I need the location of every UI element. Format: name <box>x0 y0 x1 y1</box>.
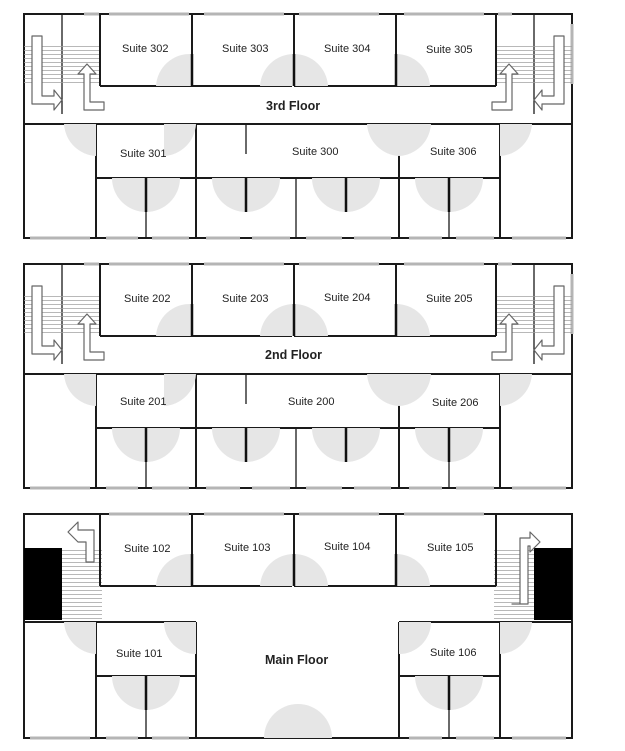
floor-2-plan <box>24 264 572 488</box>
suite-label: Suite 301 <box>120 148 167 160</box>
suite-label: Suite 204 <box>324 292 371 304</box>
suite-label: Suite 103 <box>224 542 271 554</box>
suite-label: Suite 200 <box>288 396 335 408</box>
elevator-icon <box>24 548 62 620</box>
suite-label: Suite 302 <box>122 43 169 55</box>
suite-label: Suite 202 <box>124 293 171 305</box>
floor-title: 2nd Floor <box>265 348 322 362</box>
suite-label: Suite 101 <box>116 648 163 660</box>
floor-title: 3rd Floor <box>266 99 321 113</box>
floor-1-plan <box>24 514 572 738</box>
floor-3-plan <box>24 14 572 238</box>
suite-label: Suite 205 <box>426 293 473 305</box>
floor-title: Main Floor <box>265 653 329 667</box>
suite-label: Suite 201 <box>120 396 167 408</box>
suite-label: Suite 102 <box>124 543 171 555</box>
main-entrance <box>264 704 298 738</box>
suite-label: Suite 305 <box>426 44 473 56</box>
suite-label: Suite 304 <box>324 43 371 55</box>
suite-label: Suite 104 <box>324 541 371 553</box>
suite-label: Suite 203 <box>222 293 269 305</box>
elevator-icon <box>534 548 572 620</box>
suite-label: Suite 106 <box>430 647 477 659</box>
suite-label: Suite 206 <box>432 397 479 409</box>
suite-label: Suite 306 <box>430 146 477 158</box>
suite-label: Suite 303 <box>222 43 269 55</box>
suite-label: Suite 300 <box>292 146 339 158</box>
suite-label: Suite 105 <box>427 542 474 554</box>
